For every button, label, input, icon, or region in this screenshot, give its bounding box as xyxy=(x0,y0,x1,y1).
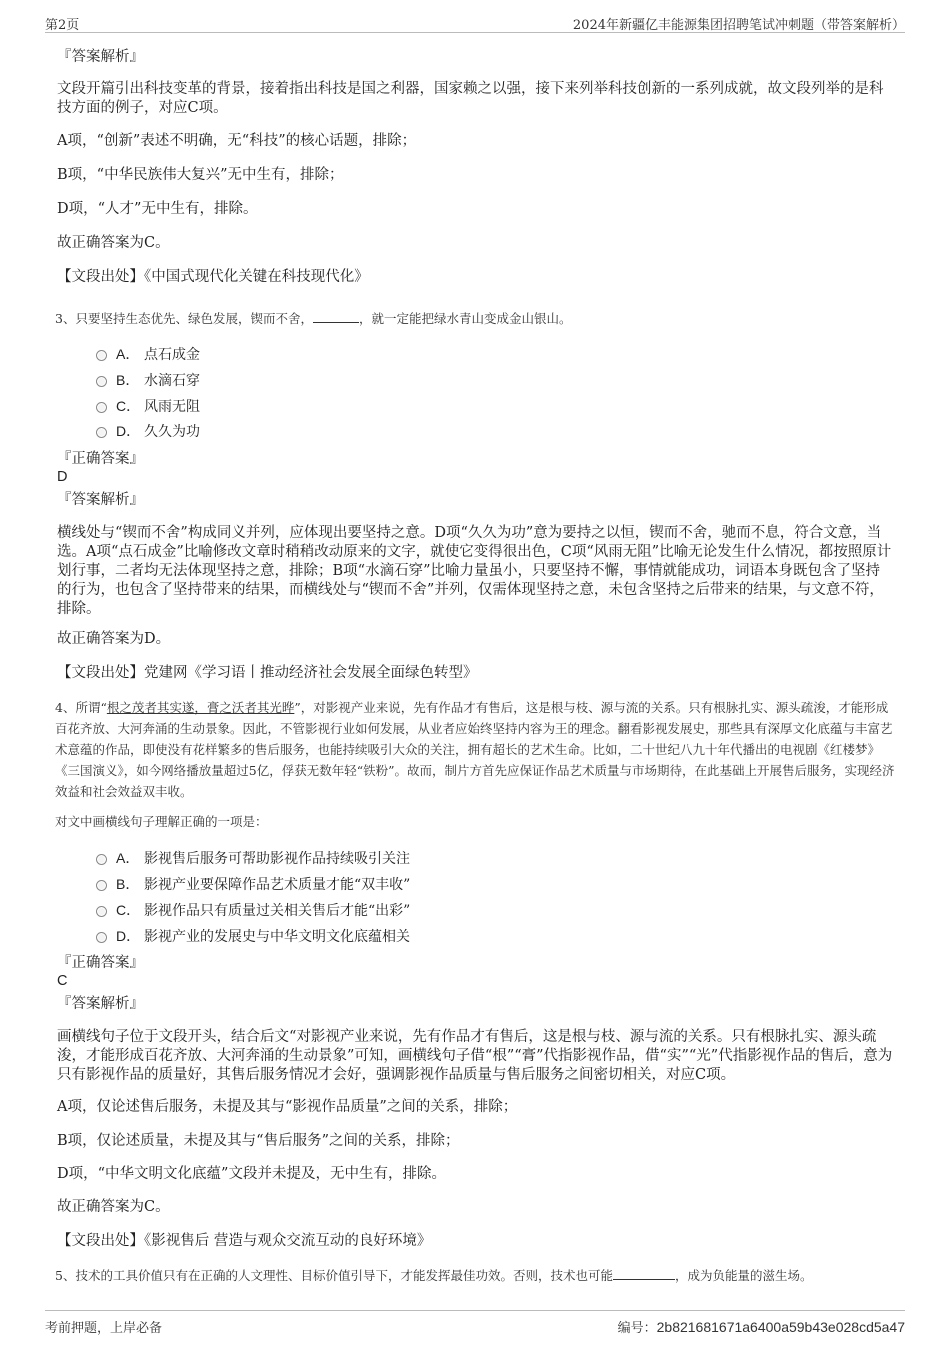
q5-stem-before: 5、技术的工具价值只有在正确的人文理性、目标价值引导下，才能发挥最佳功效。否则，技术也可能 xyxy=(55,1268,613,1283)
page-footer xyxy=(45,1310,905,1341)
q2-line-b: B项，“中华民族伟大复兴”无中生有，排除； xyxy=(57,167,344,183)
q3-option-b[interactable]: B． 水滴石穿 xyxy=(96,370,200,390)
q3-conclusion: 故正确答案为D。 xyxy=(57,631,171,647)
radio-icon[interactable] xyxy=(96,402,107,413)
q4-question: 对文中画横线句子理解正确的一项是： xyxy=(55,814,268,829)
q4-correct-answer: C xyxy=(57,973,68,989)
q4-option-a[interactable]: A． 影视售后服务可帮助影视作品持续吸引关注 xyxy=(96,848,410,868)
q4-option-d[interactable]: D． 影视产业的发展史与中华文明文化底蕴相关 xyxy=(96,926,410,946)
q3-analysis-label: 『答案解析』 xyxy=(57,492,144,508)
q2-analysis: 文段开篇引出科技变革的背景，接着指出科技是国之利器，国家赖之以强，接下来列举科技创新的一系列成就，故文段列举的是科技方面的例子，对应C项。 xyxy=(57,81,884,116)
q2-line-a: A项，“创新”表述不明确，无“科技”的核心话题，排除； xyxy=(57,133,417,149)
page-number: 第2页 xyxy=(45,18,80,33)
q2-analysis-label: 『答案解析』 xyxy=(57,49,144,65)
q5-stem-after: ，成为负能量的滋生场。 xyxy=(674,1268,813,1283)
q3-analysis: 横线处与“锲而不舍”构成同义并列，应体现出要坚持之意。D项“久久为功”意为要持之以恒，锲而不舍，驰而不息，符合文意，当选。A项“点石成金”比喻修改文章时稍稍改动原来的文字，就使它变得很出色，C项“风雨无阻”比喻无论发生什么情况，都按照原计划行事，二者均无法体现坚持之意，排除；B项“水滴石穿”比喻力量虽小，只要坚持不懈，事情就能成功，词语本身既包含了坚持的行为，也包含了坚持带来的结果，而横线处与“锲而不舍”并列，仅需体现坚持之意，未包含坚持之后带来的结果，与文意不符，排除。 xyxy=(57,525,892,617)
radio-icon[interactable] xyxy=(96,350,107,361)
q4-option-b[interactable]: B． 影视产业要保障作品艺术质量才能“双丰收” xyxy=(96,874,410,894)
q3-stem xyxy=(55,309,895,329)
radio-icon[interactable] xyxy=(96,427,107,438)
q3-blank xyxy=(313,309,359,323)
radio-icon[interactable] xyxy=(96,854,107,865)
q4-stem-rest: ”，对影视产业来说，先有作品才有售后，这是根与枝、源与流的关系。只有根脉扎实、源头疏浚，才能形成百花齐放、大河奔涌的生动景象。因此，不管影视行业如何发展，从业者应始终坚持内容为王的理念。翻看影视发展史，那些具有深厚文化底蕴与丰富艺术意蕴的作品，即使没有花样繁多的售后服务，也能持续吸引大众的关注，拥有超长的艺术生命。比如，二十世纪八九十年代播出的电视剧《红楼梦》《三国演义》，如今网络播放量超过5亿，俘获无数年轻“铁粉”。故而，制片方首先应保证作品艺术质量与市场期待，在此基础上开展售后服务，实现经济效益和社会效益双丰收。 xyxy=(55,700,895,799)
q4-source: 【文段出处】《影视售后 营造与观众交流互动的良好环境》 xyxy=(57,1233,432,1249)
q4-line-d: D项，“中华文明文化底蕴”文段并未提及，无中生有，排除。 xyxy=(57,1166,446,1182)
q4-line-b: B项，仅论述质量，未提及其与“售后服务”之间的关系，排除； xyxy=(57,1133,460,1149)
q2-conclusion: 故正确答案为C。 xyxy=(57,235,170,251)
q3-correct-label: 『正确答案』 xyxy=(57,451,144,467)
q4-underlined-sentence: 根之茂者其实遂，膏之沃者其光晔 xyxy=(106,700,295,715)
document-title: 2024年新疆亿丰能源集团招聘笔试冲刺题（带答案解析） xyxy=(572,18,905,33)
q3-option-c[interactable]: C． 风雨无阻 xyxy=(96,396,200,416)
radio-icon[interactable] xyxy=(96,932,107,943)
q4-conclusion: 故正确答案为C。 xyxy=(57,1199,170,1215)
q3-source: 【文段出处】党建网《学习语丨推动经济社会发展全面绿色转型》 xyxy=(57,665,478,681)
radio-icon[interactable] xyxy=(96,376,107,387)
q4-stem xyxy=(55,697,895,802)
q5-stem xyxy=(55,1266,895,1286)
radio-icon[interactable] xyxy=(96,880,107,891)
q3-option-d[interactable]: D． 久久为功 xyxy=(96,421,200,441)
page-header xyxy=(45,10,905,33)
document-code: 编号：2b821681671a6400a59b43e028cd5a47 xyxy=(617,1319,905,1336)
q4-option-c[interactable]: C． 影视作品只有质量过关相关售后才能“出彩” xyxy=(96,900,410,920)
q3-correct-answer: D xyxy=(57,469,68,485)
q4-analysis: 画横线句子位于文段开头，结合后文“对影视产业来说，先有作品才有售后，这是根与枝、源与流的关系。只有根脉扎实、源头疏浚，才能形成百花齐放、大河奔涌的生动景象”可知，画横线句子借“根”“膏”代指影视作品，借“实”“光”代指影视作品的售后，意为只有影视作品的质量好，其售后服务情况才会好，强调影视作品质量与售后服务之间密切相关，对应C项。 xyxy=(57,1029,893,1083)
radio-icon[interactable] xyxy=(96,906,107,917)
q3-stem-after: ，就一定能把绿水青山变成金山银山。 xyxy=(358,311,572,326)
q4-stem-prefix: 4、所谓“ xyxy=(55,700,107,715)
q5-blank xyxy=(613,1266,675,1280)
q3-stem-before: 3、只要坚持生态优先、绿色发展，锲而不舍， xyxy=(55,311,313,326)
q4-correct-label: 『正确答案』 xyxy=(57,955,144,971)
q2-line-d: D项，“人才”无中生有，排除。 xyxy=(57,201,258,217)
q4-line-a: A项，仅论述售后服务，未提及其与“影视作品质量”之间的关系，排除； xyxy=(57,1099,518,1115)
q2-source: 【文段出处】《中国式现代化关键在科技现代化》 xyxy=(57,269,369,285)
q4-analysis-label: 『答案解析』 xyxy=(57,996,144,1012)
q3-option-a[interactable]: A． 点石成金 xyxy=(96,344,200,364)
footer-slogan: 考前押题，上岸必备 xyxy=(45,1321,163,1336)
